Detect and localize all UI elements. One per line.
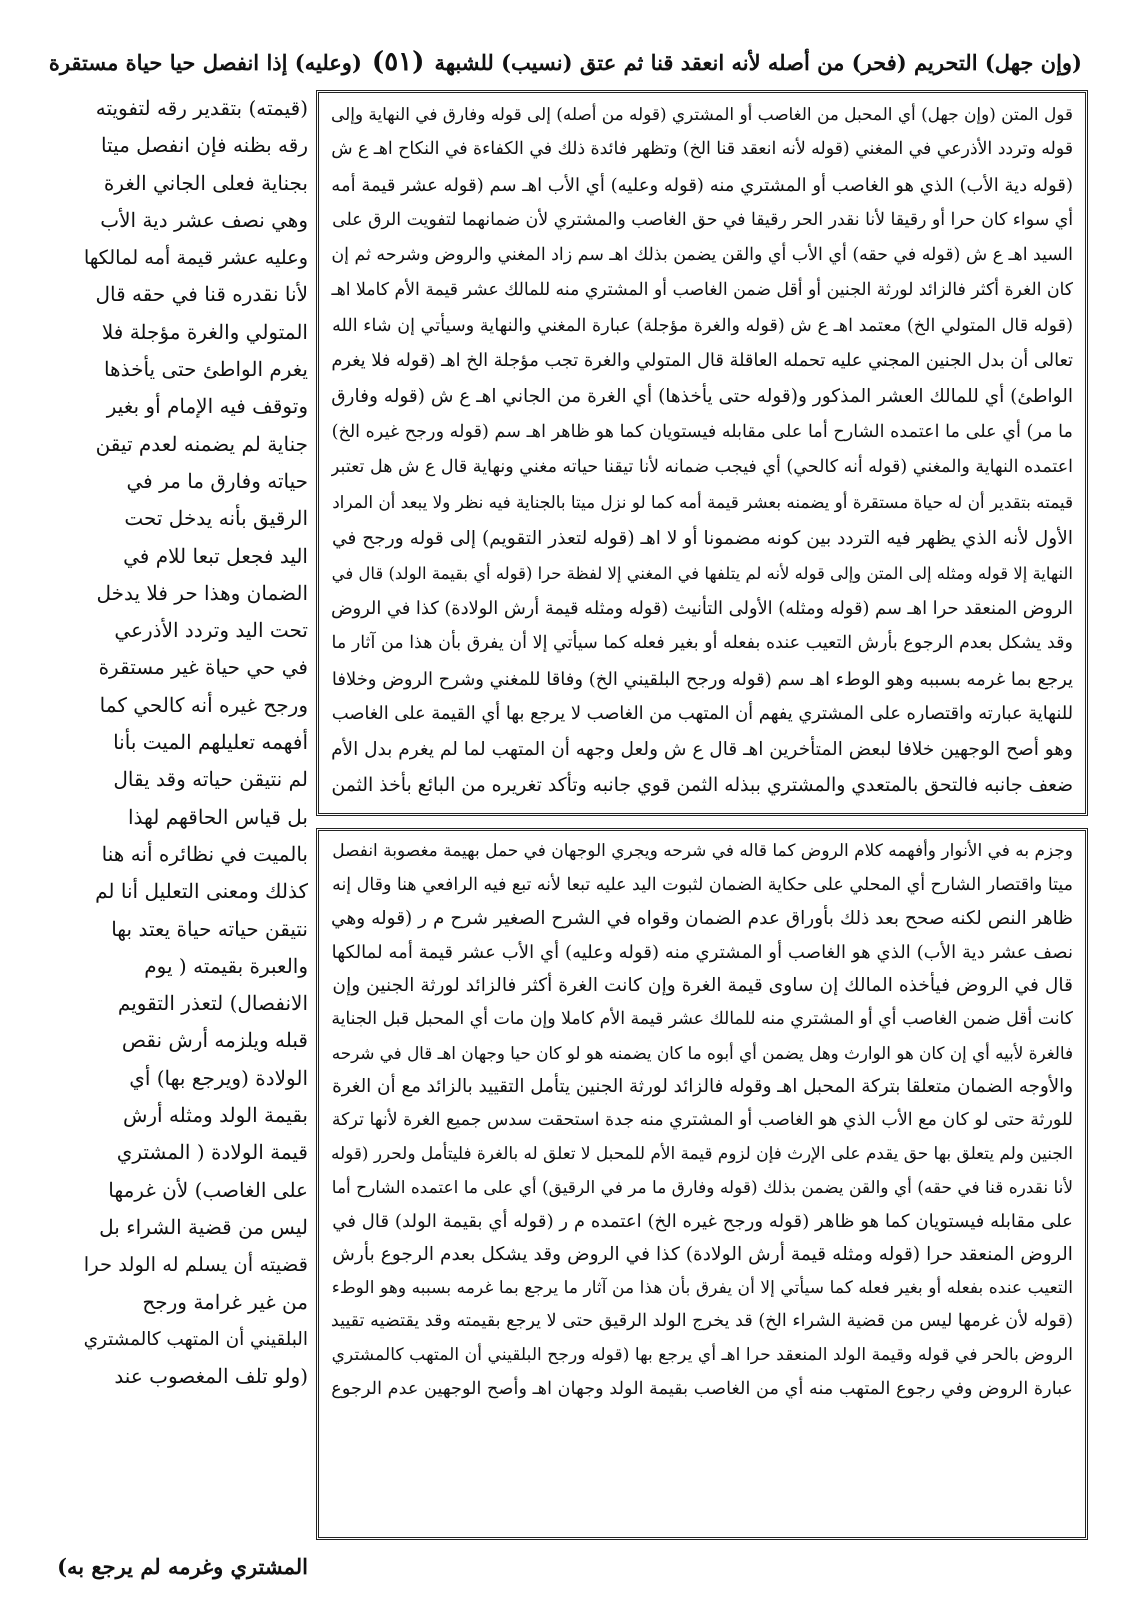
margin-text-line: (قيمته) بتقدير رقه لتفويته [95, 96, 308, 120]
margin-text-line: ليس من قضية الشراء بل [99, 1214, 308, 1239]
commentary-line: (قوله دية الأب) الذي هو الغاصب أو المشتري منه (قوله وعليه) أي الأب اهـ سم (قوله عشر قيمة أمه [331, 174, 1073, 196]
commentary-box-bottom [316, 828, 1088, 1540]
margin-text-line: قبله ويلزمه أرش نقص [121, 1028, 308, 1053]
commentary-line: الجنين ولم يتعلق بها حق يقدم على الإرث فإن لزوم قيمة الأم للمحبل لا تعلق له بالغرة فليتأمل ولحرر (قوله [331, 1143, 1073, 1164]
margin-text-column [84, 90, 308, 1555]
margin-text-line: وهي نصف عشر دية الأب [100, 207, 308, 232]
margin-text-line: جناية لم يضمنه لعدم تيقن [95, 431, 308, 456]
commentary-line: أي سواء كان حرا أو رقيقا لأنا نقدر الحر رقيقا في حق الغاصب والمشتري لأن ضمانهما لتفويت الرق على [332, 209, 1073, 230]
commentary-line: التعيب عنده بفعله أو بغير فعله كما سيأتي إلا أن يفرق بأن هذا من آثار ما يرجع بما غرمه بسببه وهو الوطء [331, 1277, 1073, 1298]
commentary-line: الروض المنعقد حرا اهـ سم (قوله ومثله) الأولى التأنيث (قوله ومثله قيمة أرش الولادة) كذا في الروض [331, 598, 1073, 620]
margin-text-line: اليد فجعل تبعا للام في [123, 543, 308, 568]
margin-text-line: على الغاصب) لأن غرمها [108, 1177, 308, 1202]
margin-text-line: في حي حياة غير مستقرة [98, 655, 308, 680]
commentary-line: قيمته بتقدير أن له حياة مستقرة أو يضمنه بعشر قيمة أمه كما لو نزل ميتا بالجناية فيه نظر ولا يبعد أن المراد [332, 492, 1073, 513]
page-number: (٥١) [371, 47, 425, 77]
commentary-box-top [316, 90, 1088, 816]
header-left-text: (وعليه) إذا انفصل حيا حياة مستقرة [48, 49, 362, 75]
commentary-line: قوله وتردد الأذرعي في المغني (قوله لأنه انعقد قنا الخ) وتظهر فائدة ذلك في الكفاءة في النكاح اهـ ع ش [331, 139, 1073, 160]
commentary-line: الأول لأنه الذي يظهر فيه التردد بين كونه مضمونا أو لا اهـ (قوله لتعذر التقويم) إلى قوله ورجح في [331, 527, 1073, 549]
header-right-text: (وإن جهل) التحريم (فحر) من أصله لأنه انعقد قنا ثم عتق (نسيب) للشبهة [434, 49, 1082, 75]
commentary-line: للورثة حتى لو كان مع الأب الذي هو الغاصب أو المشتري منه جدة استحقت سدس جميع الغرة لأنها تركة [331, 1109, 1073, 1130]
margin-text-line: من غير غرامة ورجح [142, 1289, 308, 1314]
margin-text-line: بل قياس الحاقهم لهذا [128, 804, 308, 829]
commentary-line: قال في الروض فيأخذه المالك إن ساوى قيمة الغرة وإن كانت الغرة أكثر فالزائد لورثة الجنين وإن [332, 975, 1073, 997]
margin-text-line: رقه بظنه فإن انفصل ميتا [100, 133, 308, 158]
margin-text-line: حياته وفارق ما مر في [126, 468, 308, 493]
commentary-line: لأنا نقدره قنا في حقه) أي والقن يضمن بذلك (قوله وفارق ما مر في الرقيق) أي على ما اعتمده الشارح أما [331, 1176, 1073, 1197]
commentary-line: تعالى أن بدل الجنين المجني عليه تحمله العاقلة قال المتولي والغرة تجب مؤجلة الخ اهـ (قوله فلا يغرم [331, 351, 1073, 372]
commentary-line: فالغرة لأبيه أي إن كان هو الوارث وهل يضمن أي أبوه ما كان يضمنه هو لو كان حيا وجهان اهـ قال في شرحه [331, 1042, 1073, 1063]
commentary-line: وهو أصح الوجهين خلافا لبعض المتأخرين اهـ قال ع ش ولعل وجهه أن المتهب لما لم يغرم بدل الأم [331, 739, 1073, 761]
margin-text-line: الولادة (ويرجع بها) أي [129, 1065, 308, 1090]
commentary-line: اعتمده النهاية والمغني (قوله أنه كالحي) أي فيجب ضمانه لأنا تيقنا حياته مغني ونهاية قال ع ش هل تعتبر [331, 456, 1073, 477]
margin-text-line: البلقيني أن المتهب كالمشتري [84, 1328, 308, 1350]
margin-text-line: بجناية فعلى الجاني الغرة [103, 170, 308, 195]
commentary-line: النهاية إلا قوله ومثله إلى المتن وإلى قوله لأنه لم يتلفها في المغني إلا لفظة حرا (قوله أي بقيمة الولد) قال في [331, 563, 1073, 583]
margin-footer-line: المشتري وغرمه لم يرجع به) [57, 1554, 308, 1579]
commentary-line: (قوله قال المتولي الخ) معتمد اهـ ع ش (قوله والغرة مؤجلة) عبارة المغني والنهاية وسيأتي إن شاء الله [332, 315, 1073, 336]
commentary-line: قول المتن (وإن جهل) أي المحبل من الغاصب أو المشتري (قوله من أصله) إلى قوله وفارق في النهاية وإلى [331, 104, 1073, 124]
margin-text-line: وعليه عشر قيمة أمه لمالكها [84, 246, 308, 270]
margin-text-line [84, 1395, 308, 1432]
commentary-line: وقد يشكل بعدم الرجوع بأرش التعيب عنده بفعله أو بغير فعله كما سيأتي إلا أن يفرق بأن هذا من آثار ما [331, 633, 1073, 654]
commentary-line: الروض المنعقد حرا (قوله ومثله قيمة أرش الولادة) كذا في الروض وقد يشكل بعدم الرجوع بأرش [332, 1244, 1073, 1266]
commentary-line: كانت أقل ضمن الغاصب أي أو المشتري منه للمالك عشر قيمة الأم كاملا وإن مات أي المحبل قبل الجناية [331, 1008, 1073, 1029]
margin-text-line: المتولي والغرة مؤجلة فلا [101, 319, 308, 344]
commentary-line: يرجع بما غرمه بسببه وهو الوطء اهـ سم (قوله ورجح البلقيني الخ) وفاقا للمغني وشرح الروض وخلافا [331, 668, 1073, 690]
margin-text-line: بقيمة الولد ومثله أرش [122, 1103, 308, 1128]
page-header [48, 40, 1082, 84]
margin-text-line: الضمان وهذا حر فلا يدخل [96, 580, 308, 605]
commentary-line: وجزم به في الأنوار وأفهمه كلام الروض كما قاله في شرحه ويجري الوجهان في حمل بهيمة مغصوبة انفصل [332, 841, 1073, 861]
commentary-line: السيد اهـ ع ش (قوله في حقه) أي الأب أي والقن يضمن بذلك اهـ سم زاد المغني والروض وشرحه ثم إن [331, 245, 1073, 266]
commentary-line: ظاهر النص لكنه صحح بعد ذلك بأوراق عدم الضمان وقواه في الشرح الصغير شرح م ر (قوله وهي [331, 908, 1073, 930]
commentary-line: عبارة الروض وفي رجوع المتهب منه أي من الغاصب بقيمة الولد وجهان اهـ وأصح الوجهين عدم الرجوع [331, 1378, 1073, 1399]
commentary-line: والأوجه الضمان متعلقا بتركة المحبل اهـ وقوله فالزائد لورثة الجنين يتأمل التقييد بالزائد مع أن الغرة [332, 1076, 1073, 1098]
commentary-line: الروض بالحر في قوله وقيمة الولد المنعقد حرا اهـ أي يرجع بها (قوله ورجح البلقيني أن المتهب كالمشتري [331, 1344, 1073, 1365]
margin-text-line: نتيقن حياته حياة يعتد بها [111, 916, 308, 941]
margin-text-line: الانفصال) لتعذر التقويم [117, 991, 308, 1016]
commentary-line: نصف عشر دية الأب) الذي هو الغاصب أو المشتري منه (قوله وعليه) أي الأب عشر قيمة أمه لمالكها [331, 941, 1073, 963]
margin-text-line: لم نتيقن حياته وقد يقال [113, 767, 308, 792]
commentary-line: ضعف جانبه فالتحق بالمتعدي والمشتري ببذله الثمن قوي جانبه وتأكد تغريره من البائع بأخذ الثمن [331, 774, 1073, 796]
margin-text-line: يغرم الواطئ حتى يأخذها [103, 357, 308, 382]
margin-text-line: قضيته أن يسلم له الولد حرا [84, 1253, 308, 1277]
commentary-line: ميتا واقتصار الشارح أي المحلي على حكاية الضمان لثبوت اليد عليه تبعا لأنه تبع فيه الرافعي هنا وقال إنه [332, 874, 1073, 895]
margin-text-line: تحت اليد وتردد الأذرعي [114, 618, 308, 643]
margin-text-line: الرقيق بأنه يدخل تحت [124, 506, 308, 531]
commentary-line: الواطئ) أي للمالك العشر المذكور و(قوله حتى يأخذها) أي الغرة من الجاني اهـ ع ش (قوله وفارق [331, 386, 1073, 408]
margin-text-line: قيمة الولادة ( المشتري [116, 1140, 308, 1165]
margin-text-line: (ولو تلف المغصوب عند [114, 1364, 308, 1389]
commentary-line: على مقابله فيستويان كما هو ظاهر (قوله ورجح غيره الخ) اعتمده م ر (قوله أي بقيمة الولد) قال في [332, 1210, 1073, 1232]
margin-text-line: كذلك ومعنى التعليل أنا لم [95, 879, 308, 904]
margin-text-line: أفهمه تعليلهم الميت بأنا [113, 730, 308, 755]
commentary-line: للنهاية عبارته واقتصاره على المشتري يفهم أن المتهب من الغاصب لا يرجع بها أي القيمة على الغاصب [331, 704, 1073, 725]
margin-text-line: بالميت في نظائره أنه هنا [101, 841, 308, 866]
commentary-line: ما مر) أي على ما اعتمده الشارح أما على مقابله فيستويان كما هو ظاهر اهـ سم (قوله ورجح غيره الخ) [331, 421, 1073, 442]
margin-text-line: وتوقف فيه الإمام أو بغير [106, 394, 308, 419]
margin-text-line: والعبرة بقيمته ( يوم [144, 953, 308, 978]
margin-text-line: لأنا نقدره قنا في حقه قال [95, 282, 308, 307]
commentary-line: (قوله لأن غرمها ليس من قضية الشراء الخ) قد يخرج الولد الرقيق حتى لا يرجع بقيمته وقد يقتضيه تقييد [331, 1311, 1073, 1332]
margin-text-line: ورجح غيره أنه كالحي كما [99, 692, 308, 717]
commentary-line: كان الغرة أكثر فالزائد لورثة الجنين أو أقل ضمن الغاصب أو المشتري منه للمالك عشر قيمة الأم كاملا اهـ [331, 280, 1073, 301]
